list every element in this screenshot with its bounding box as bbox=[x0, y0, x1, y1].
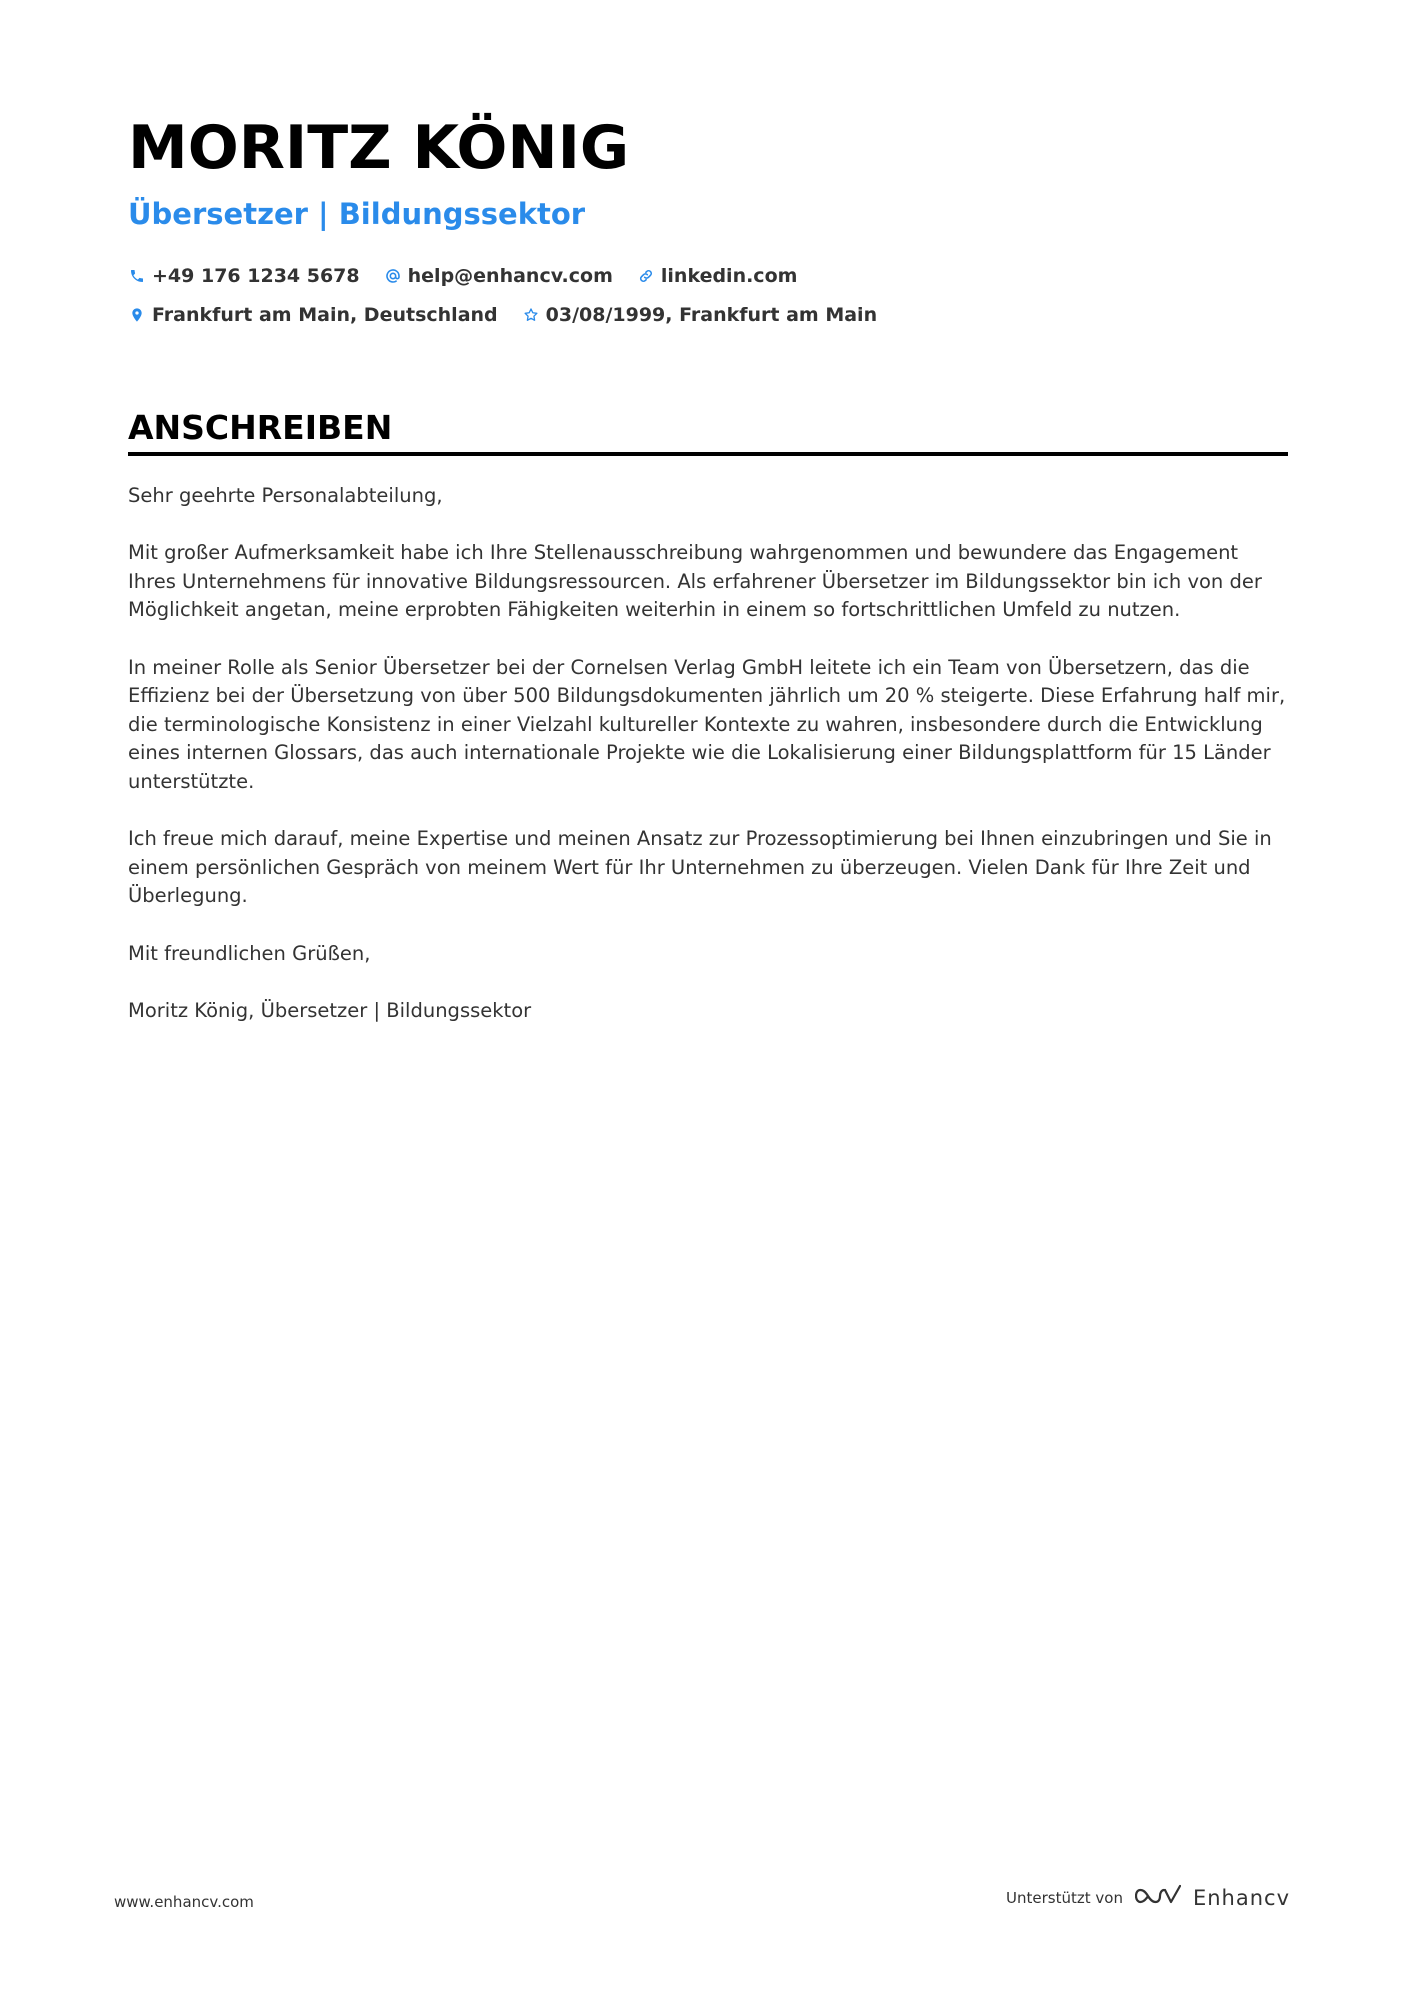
birth-info: 03/08/1999, Frankfurt am Main bbox=[545, 303, 878, 326]
brand-name: Enhancv bbox=[1192, 1886, 1290, 1910]
phone-number: +49 176 1234 5678 bbox=[152, 264, 360, 287]
section-title: ANSCHREIBEN bbox=[128, 408, 393, 447]
star-icon bbox=[522, 306, 540, 324]
letter-closing: Mit freundlichen Grüßen, bbox=[128, 941, 371, 965]
map-pin-icon bbox=[128, 306, 146, 324]
letter-paragraph-2: In meiner Rolle als Senior Übersetzer bei der Cornelsen Verlag GmbH leitete ich ein Team von Übersetzern, das die Effizienz bei der Übersetzung von über 500 Bildungsdokumenten jährlich um 20 % steigerte. Diese Erfahrung half mir, die terminologische Konsistenz in einer Vielzahl kultureller Kontexte zu wahren, insbesondere durch die Entwicklung eines internen Glossars, das auch internationale Projekte wie die Lokalisierung einer Bildungsplattform für 15 Länder unterstützte. bbox=[128, 655, 1286, 793]
enhancv-logo-icon bbox=[1135, 1883, 1193, 1913]
candidate-name: MORITZ KÖNIG bbox=[128, 113, 630, 183]
footer-branding bbox=[1006, 1883, 1290, 1913]
linkedin-link[interactable]: linkedin.com bbox=[660, 264, 798, 287]
contact-phone bbox=[128, 256, 360, 295]
letter-body bbox=[128, 482, 1288, 1025]
phone-icon bbox=[128, 267, 146, 285]
letter-salutation: Sehr geehrte Personalabteilung, bbox=[128, 484, 443, 507]
footer-website[interactable]: www.enhancv.com bbox=[114, 1893, 254, 1911]
candidate-title: Übersetzer | Bildungssektor bbox=[128, 197, 586, 231]
at-icon bbox=[384, 267, 402, 285]
location-text: Frankfurt am Main, Deutschland bbox=[152, 303, 498, 326]
contact-location bbox=[128, 295, 498, 334]
contact-birth bbox=[522, 295, 877, 334]
header bbox=[128, 108, 1288, 334]
powered-by-label: Unterstützt von bbox=[1006, 1889, 1123, 1907]
cover-letter-section bbox=[128, 406, 1288, 1054]
section-divider bbox=[128, 452, 1288, 456]
letter-paragraph-1: Mit großer Aufmerksamkeit habe ich Ihre Stellenausschreibung wahrgenommen und bewundere das Engagement Ihres Unternehmens für innovative Bildungsressourcen. Als erfahrener Übersetzer im Bildungssektor bin ich von der Möglichkeit angetan, meine erprobten Fähigkeiten weiterhin in einem so fortschrittlichen Umfeld zu nutzen. bbox=[128, 541, 1262, 622]
contact-list bbox=[128, 256, 1168, 334]
link-icon bbox=[637, 267, 655, 285]
letter-signature: Moritz König, Übersetzer | Bildungssektor bbox=[128, 998, 532, 1022]
contact-email[interactable] bbox=[384, 256, 613, 295]
contact-linkedin[interactable] bbox=[637, 256, 798, 295]
email-address[interactable]: help@enhancv.com bbox=[407, 264, 613, 287]
letter-paragraph-3: Ich freue mich darauf, meine Expertise und meinen Ansatz zur Prozessoptimierung bei Ihnen einzubringen und Sie in einem persönlichen Gespräch von meinem Wert für Ihr Unternehmen zu überzeugen. Vielen Dank für Ihre Zeit und Überlegung. bbox=[128, 827, 1272, 908]
